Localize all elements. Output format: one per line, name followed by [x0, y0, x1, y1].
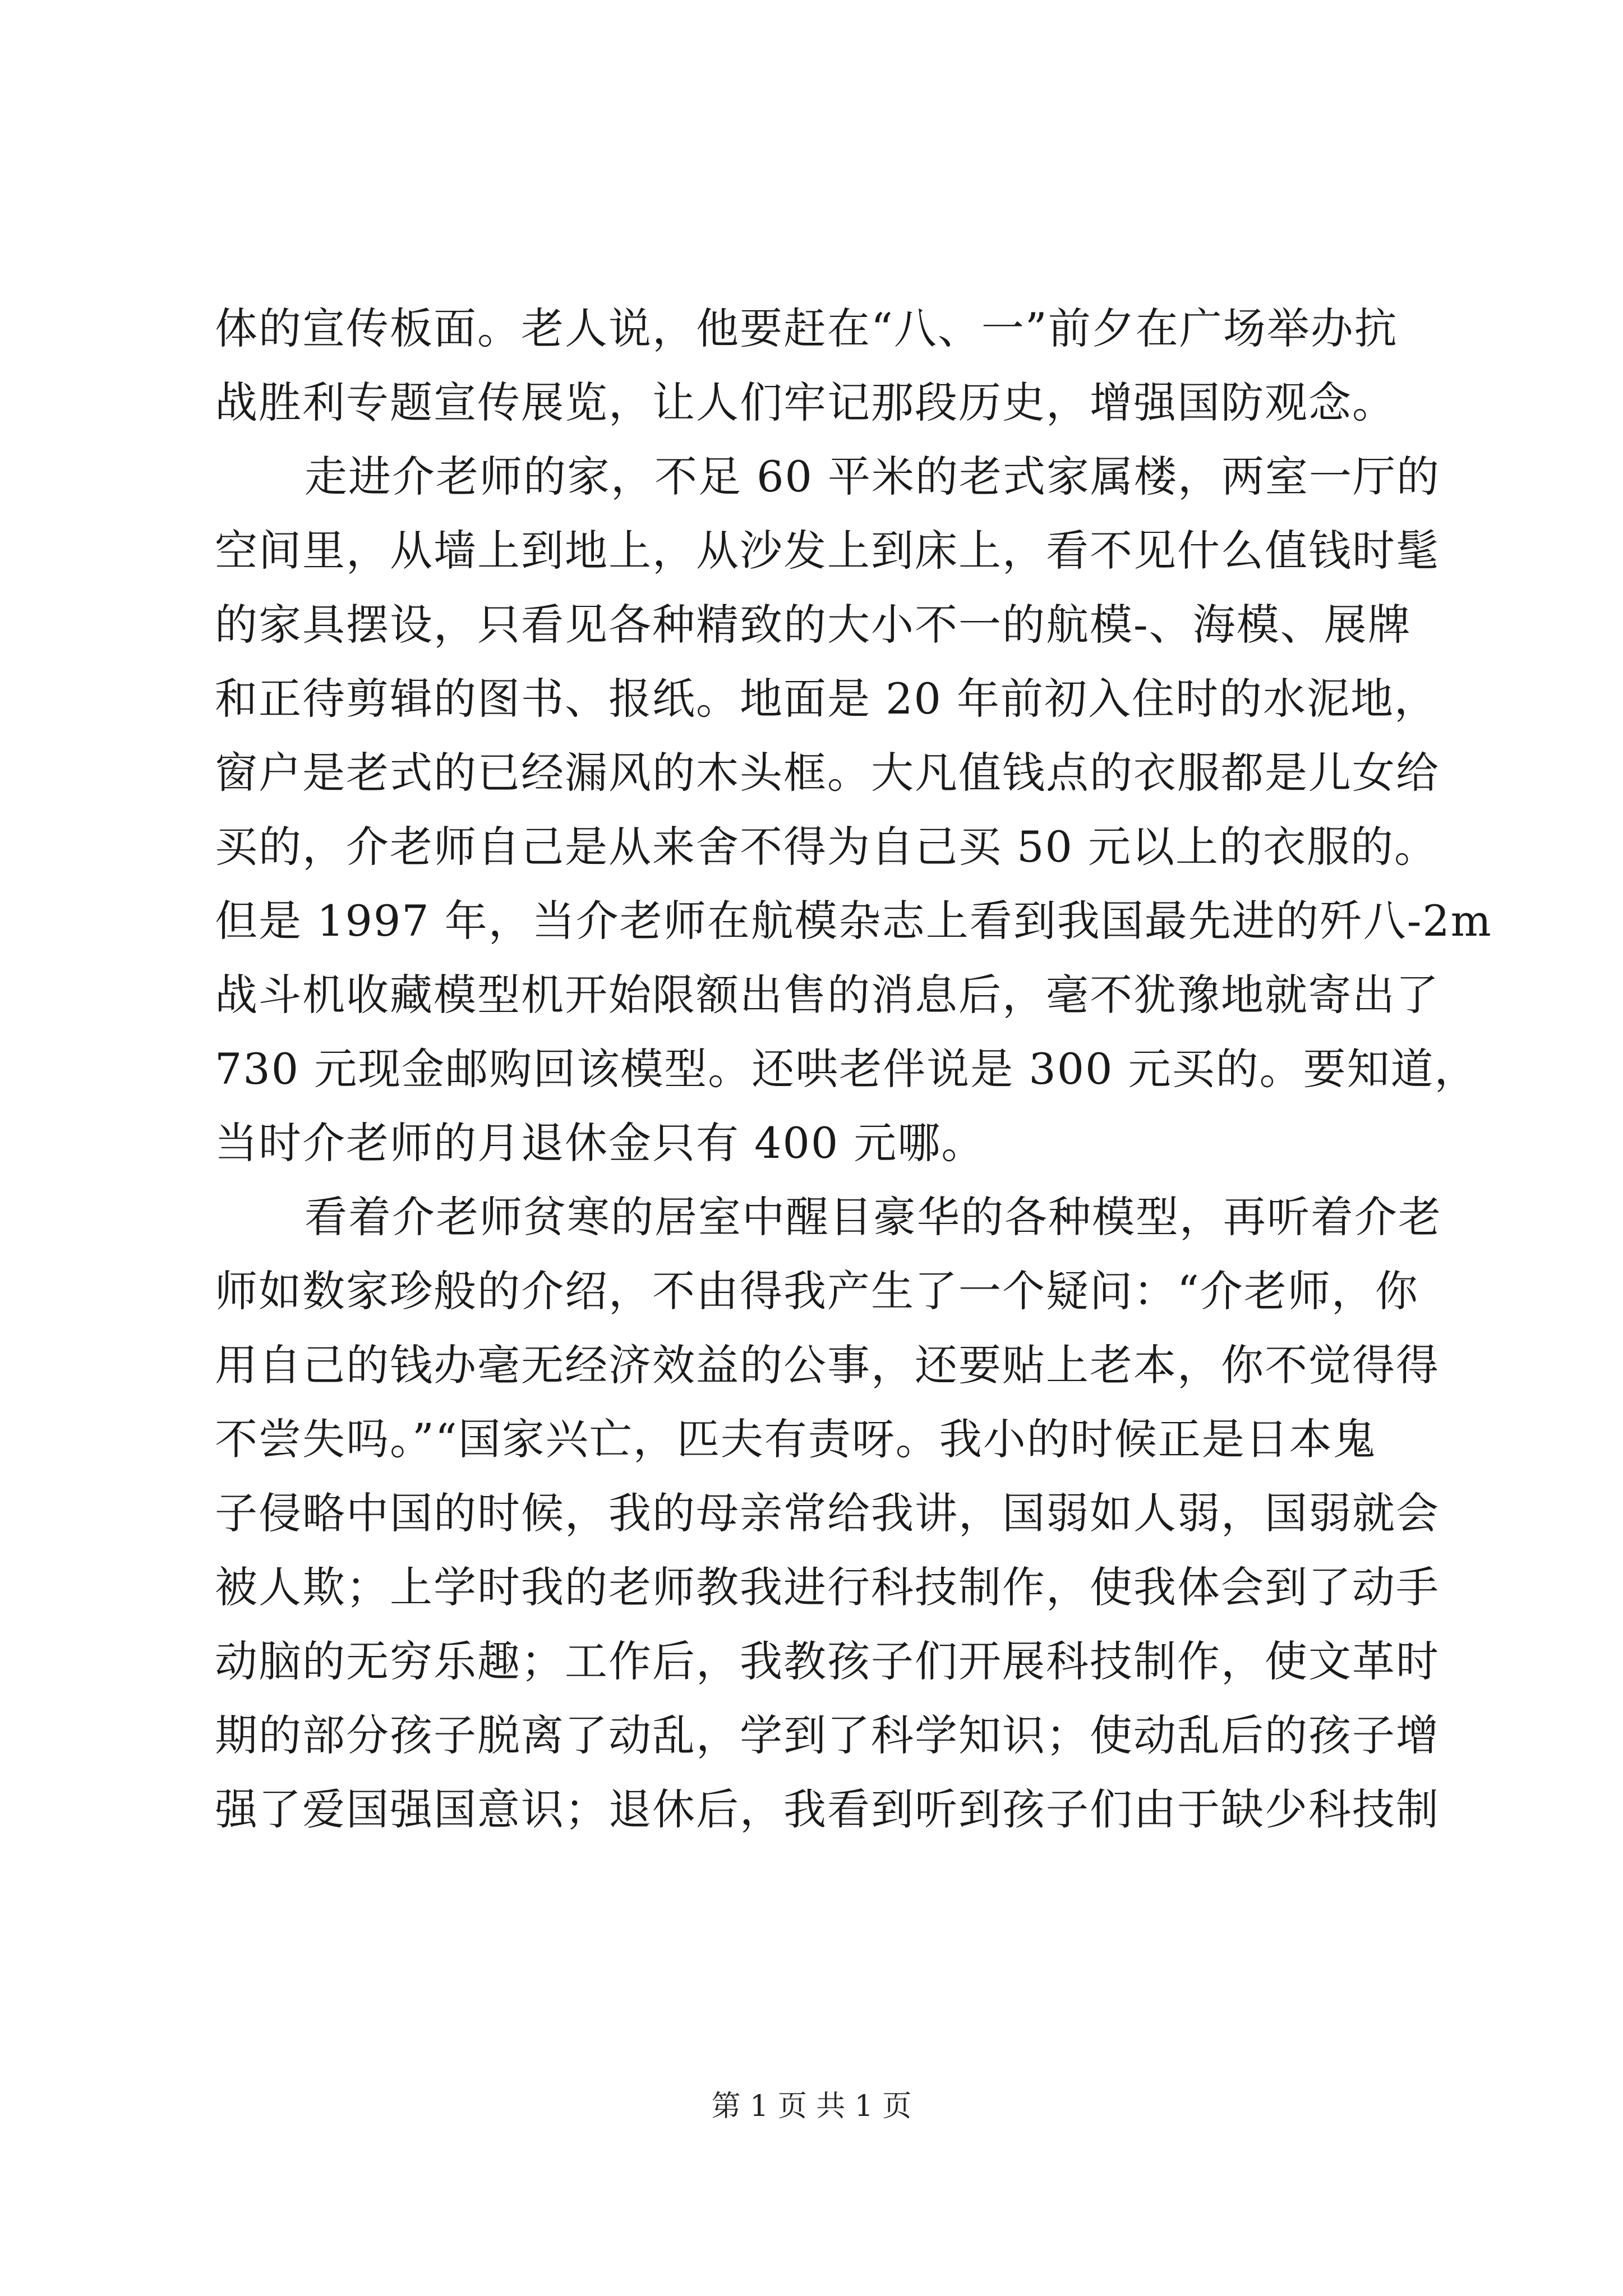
text-line: 看着介老师贫寒的居室中醒目豪华的各种模型，再听着介老: [305, 1192, 1442, 1242]
text-line: 和正待剪辑的图书、报纸。地面是 20 年前初入住时的水泥地，: [215, 674, 1438, 724]
text-line: 师如数家珍般的介绍，不由得我产生了一个疑问：“介老师，你: [215, 1266, 1419, 1316]
text-line: 用自己的钱办毫无经济效益的公事，还要贴上老本，你不觉得得: [215, 1340, 1440, 1390]
text-line: 走进介老师的家，不足 60 平米的老式家属楼，两室一厅的: [305, 452, 1441, 501]
text-line: 但是 1997 年，当介老师在航模杂志上看到我国最先进的歼八-2m: [215, 896, 1492, 946]
document-body: [215, 292, 1492, 1847]
text-line: 空间里，从墙上到地上，从沙发上到床上，看不见什么值钱时髦: [215, 526, 1440, 576]
text-line: 当时介老师的月退休金只有 400 元哪。: [215, 1118, 985, 1168]
text-line: 体的宣传板面。老人说，他要赶在“八、一”前夕在广场举办抗: [215, 303, 1398, 353]
text-line: 期的部分孩子脱离了动乱，学到了科学知识；使动乱后的孩子增: [215, 1710, 1440, 1760]
text-line: 的家具摆设，只看见各种精致的大小不一的航模-、海模、展牌: [215, 600, 1412, 650]
paragraph-2: [215, 440, 1492, 1180]
text-line: 强了爱国强国意识；退休后，我看到听到孩子们由于缺少科技制: [215, 1784, 1440, 1834]
text-line: 战胜利专题宣传展览，让人们牢记那段历史，增强国防观念。: [215, 378, 1396, 427]
text-line: 买的，介老师自己是从来舍不得为自己买 50 元以上的衣服的。: [215, 822, 1438, 872]
text-line: 不尝失吗。”“国家兴亡，匹夫有责呀。我小的时候正是日本鬼: [215, 1414, 1377, 1464]
page-footer: 第 1 页 共 1 页: [711, 2090, 912, 2123]
text-line: 动脑的无穷乐趣；工作后，我教孩子们开展科技制作，使文革时: [215, 1636, 1440, 1686]
paragraph-3: [215, 1180, 1442, 1847]
text-line: 窗户是老式的已经漏风的木头框。大凡值钱点的衣服都是儿女给: [215, 748, 1440, 798]
paragraph-1: [215, 292, 1412, 440]
text-line: 730 元现金邮购回该模型。还哄老伴说是 300 元买的。要知道，: [215, 1044, 1478, 1094]
text-line: 战斗机收藏模型机开始限额出售的消息后，毫不犹豫地就寄出了: [215, 970, 1440, 1020]
text-line: 子侵略中国的时候，我的母亲常给我讲，国弱如人弱，国弱就会: [215, 1488, 1440, 1538]
text-line: 被人欺；上学时我的老师教我进行科技制作，使我体会到了动手: [215, 1562, 1440, 1612]
